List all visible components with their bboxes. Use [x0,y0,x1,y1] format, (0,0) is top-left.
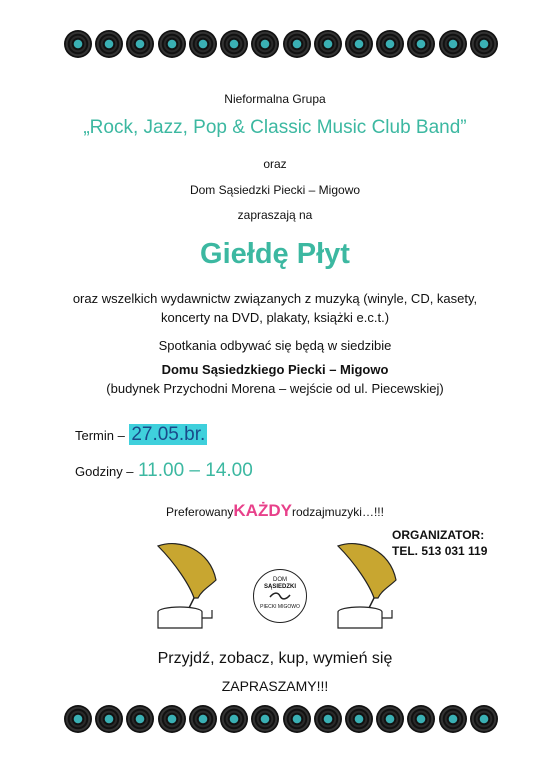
description-line-2: koncerty na DVD, plakaty, książki e.c.t.) [160,310,390,325]
date-label: Termin – [75,428,125,443]
vinyl-record-icon [283,705,311,733]
vinyl-record-icon [376,30,404,58]
vinyl-record-icon [220,30,248,58]
hours-label: Godziny – [75,464,134,479]
meeting-info: Spotkania odbywać się będą w siedzibie [158,338,392,353]
vinyl-record-icon [189,30,217,58]
group-label: Nieformalna Grupa [224,92,326,106]
vinyl-record-icon [189,705,217,733]
vinyl-record-icon [158,30,186,58]
vinyl-record-icon [314,705,342,733]
vinyl-record-icon [345,705,373,733]
hours-value: 11.00 – 14.00 [138,460,253,481]
vinyl-record-icon [251,705,279,733]
description-line-1: oraz wszelkich wydawnictw związanych z muzyką (winyle, CD, kasety, [72,291,478,306]
vinyl-record-icon [314,30,342,58]
preference-after: rodzajmuzyki…!!! [291,505,384,519]
organizer-label: ORGANIZATOR: [392,528,485,542]
vinyl-record-icon [376,705,404,733]
vinyl-record-icon [439,705,467,733]
vinyl-record-icon [470,705,498,733]
preference-highlight: KAŻDY [233,501,292,520]
vinyl-border-bottom [64,705,498,733]
vinyl-record-icon [251,30,279,58]
preference-before: Preferowany [166,505,234,519]
gramophone-icon [150,540,240,635]
vinyl-border-top [64,30,498,58]
vinyl-record-icon [64,705,92,733]
vinyl-record-icon [64,30,92,58]
vinyl-record-icon [283,30,311,58]
preference-line [0,501,550,521]
date-value: 27.05.br. [131,424,206,445]
logo-dom-sasiedzki [253,569,307,623]
vinyl-record-icon [439,30,467,58]
vinyl-record-icon [126,705,154,733]
vinyl-record-icon [158,705,186,733]
event-title: Giełdę Płyt [200,238,350,270]
venue-note: (budynek Przychodni Morena – wejście od ul. Piecewskiej) [106,381,444,396]
vinyl-record-icon [126,30,154,58]
vinyl-record-icon [220,705,248,733]
vinyl-record-icon [345,30,373,58]
host-name: Dom Sąsiedzki Piecki – Migowo [189,183,361,197]
conjunction: oraz [263,157,287,171]
vinyl-record-icon [407,705,435,733]
band-name: „Rock, Jazz, Pop & Classic Music Club Band” [83,117,467,138]
vinyl-record-icon [470,30,498,58]
logo-line-1: DOM [273,577,287,583]
footer-invite: ZAPRASZAMY!!! [221,678,329,694]
vinyl-record-icon [95,705,123,733]
vinyl-record-icon [407,30,435,58]
logo-line-2: SĄSIEDZKI [263,584,296,590]
footer-slogan: Przyjdź, zobacz, kup, wymień się [157,650,393,667]
invite-text: zapraszają na [237,208,313,222]
hours-row [75,460,253,482]
date-row [75,424,207,446]
logo-wave-icon [269,591,291,601]
venue-name: Domu Sąsiedzkiego Piecki – Migowo [161,362,389,377]
gramophone-icon [330,540,420,635]
logo-line-3: PIECKI MIGOWO [260,604,300,610]
vinyl-record-icon [95,30,123,58]
organizer-phone: TEL. 513 031 119 [392,544,488,558]
